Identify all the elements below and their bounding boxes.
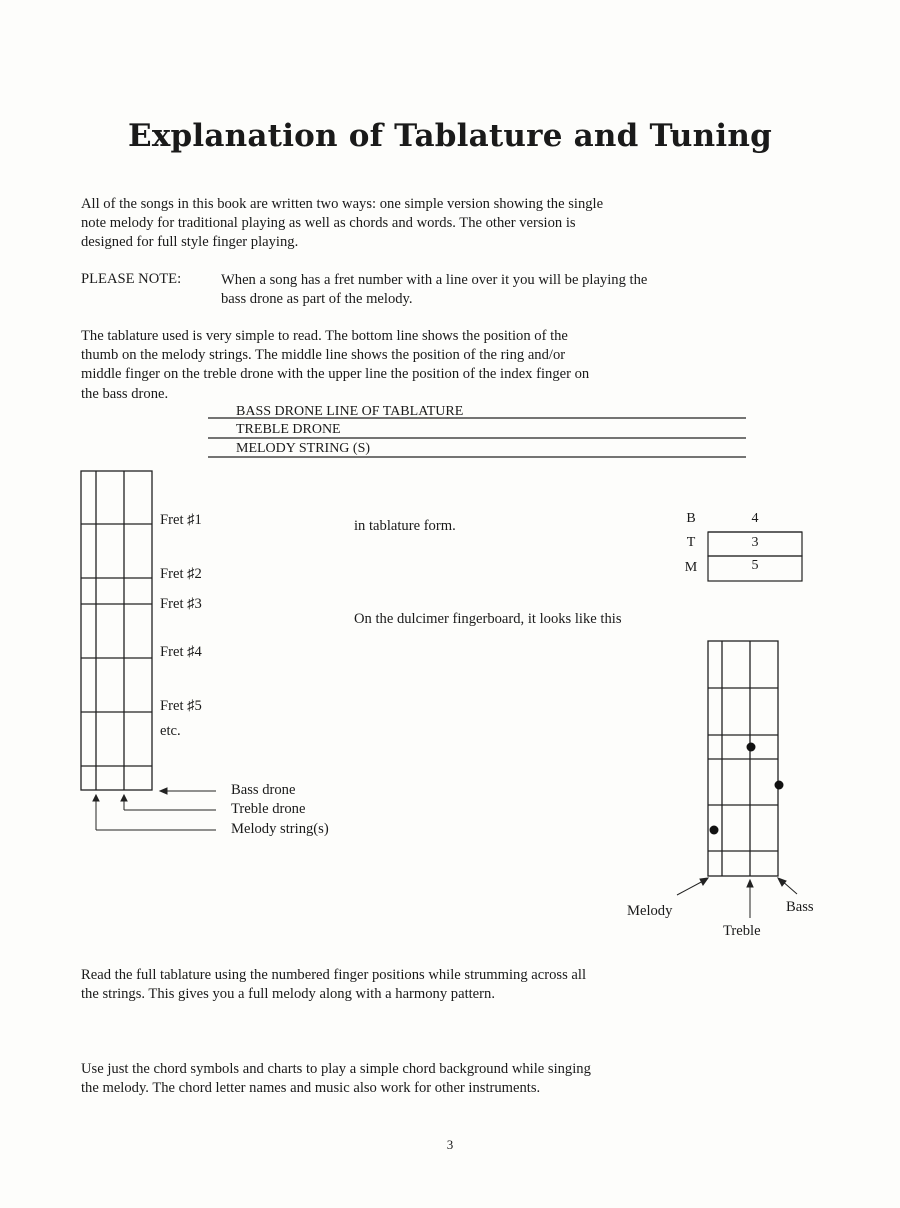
read-line: the strings. This gives you a full melody along with a harmony pattern. (81, 986, 495, 1003)
tab-line: thumb on the melody strings. The middle line shows the position of the ring and/or (81, 347, 566, 364)
string-leaders (93, 788, 216, 830)
tab-row-label-b: B (686, 511, 696, 526)
chord-line: Use just the chord symbols and charts to play a simple chord background while singing (81, 1061, 591, 1077)
right-fretboard (708, 641, 778, 876)
tab-row-value-b: 4 (751, 511, 759, 526)
melody-string-tab-label: MELODY STRING (S) (236, 441, 371, 456)
treble-label: Treble (723, 923, 761, 939)
tab-row-label-m: M (684, 560, 698, 575)
intro-line: designed for full style finger playing. (81, 234, 299, 251)
treble-drone-tab-label: TREBLE DRONE (236, 422, 341, 437)
fingerboard-caption: On the dulcimer fingerboard, it looks like this (354, 611, 622, 627)
treble-finger-dot (747, 743, 756, 752)
tab-line: The tablature used is very simple to read. The bottom line shows the position of the (81, 328, 568, 344)
bass-drone-label: Bass drone (231, 782, 296, 798)
bass-drone-tab-label: BASS DRONE LINE OF TABLATURE (236, 404, 464, 419)
left-fretboard (81, 471, 152, 790)
tab-row-value-t: 3 (751, 535, 759, 550)
fret-label-5: Fret ♯5 (160, 698, 202, 714)
melody-finger-dot (710, 826, 719, 835)
fingerboard-arrows (677, 878, 797, 918)
page-number: 3 (446, 1137, 454, 1152)
note-label: PLEASE NOTE: (81, 271, 182, 287)
note-line: bass drone as part of the melody. (221, 291, 413, 308)
melody-string-label: Melody string(s) (231, 821, 329, 837)
read-line: Read the full tablature using the numbered finger positions while strumming across all (81, 967, 586, 983)
chord-line: the melody. The chord letter names and music also work for other instruments. (81, 1080, 541, 1097)
intro-line: All of the songs in this book are written two ways: one simple version showing the single (81, 196, 604, 212)
tab-row-value-m: 5 (751, 558, 759, 573)
chord-paragraph (81, 1060, 826, 1098)
bass-finger-dot (775, 781, 784, 790)
fret-label-2: Fret ♯2 (160, 566, 202, 582)
treble-drone-label: Treble drone (231, 801, 306, 817)
etc-label: etc. (160, 723, 181, 739)
tab-row-label-t: T (686, 535, 696, 550)
melody-label: Melody (627, 903, 673, 919)
fret-label-1: Fret ♯1 (160, 512, 202, 528)
read-paragraph (81, 966, 826, 1004)
tab-form-caption: in tablature form. (354, 518, 456, 534)
intro-line: note melody for traditional playing as well as chords and words. The other version is (81, 215, 576, 232)
note-line: When a song has a fret number with a line over it you will be playing the (221, 272, 648, 288)
bass-label: Bass (786, 899, 814, 915)
tab-line: middle finger on the treble drone with the upper line the position of the index finger on (81, 366, 590, 383)
fret-label-3: Fret ♯3 (160, 596, 202, 612)
fret-label-4: Fret ♯4 (160, 644, 202, 660)
tab-line: the bass drone. (81, 385, 169, 402)
page-title: Explanation of Tablature and Tuning (128, 118, 772, 154)
